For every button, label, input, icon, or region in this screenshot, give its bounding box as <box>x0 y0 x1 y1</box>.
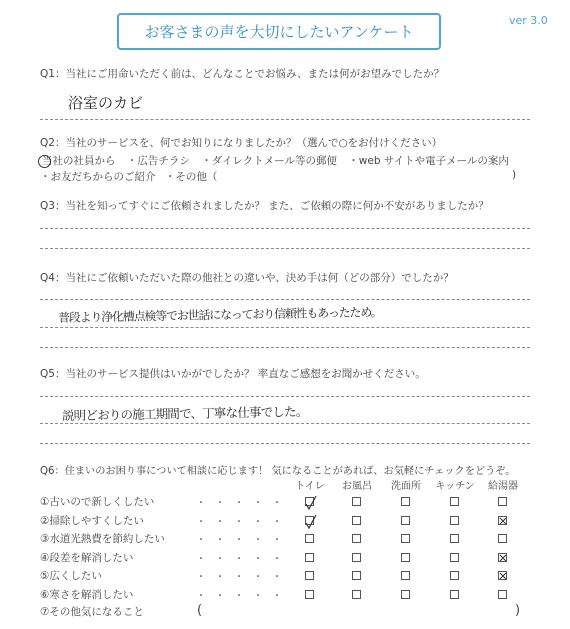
checkbox-washroom[interactable] <box>401 571 410 580</box>
q6-row-label: ⑥寒さを解消したい <box>40 588 134 601</box>
checkbox-water-heater[interactable] <box>498 534 507 543</box>
q2-option-mail[interactable]: ・ダイレクトメール等の郵便 <box>201 155 337 167</box>
q4-line-3 <box>40 347 530 348</box>
q4-line-1 <box>40 299 530 300</box>
q3-line-1 <box>40 228 530 229</box>
column-bath: お風呂 <box>342 481 372 492</box>
check-mark-icon <box>304 514 318 529</box>
selection-circle-icon <box>38 155 51 168</box>
checkbox-bath[interactable] <box>352 590 361 599</box>
q2-question: Q2：当社のサービスを、何でお知りになりましたか？（選んで○をお付けください） <box>40 137 443 149</box>
q6-row-label: ③水道光熱費を節約したい <box>40 533 165 545</box>
q6-row-leader-dots: ・・・・・ <box>196 572 291 583</box>
checkbox-kitchen[interactable] <box>450 497 459 506</box>
checkbox-bath[interactable] <box>352 516 361 525</box>
column-washroom: 洗面所 <box>391 481 421 492</box>
checkbox-water-heater[interactable] <box>498 553 507 562</box>
q1-line <box>40 119 530 120</box>
q5-line-3 <box>40 443 530 444</box>
q2-option-other[interactable]: ・その他（ <box>164 171 218 183</box>
q6-row-leader-dots: ・・・・・ <box>196 535 291 546</box>
q4-answer[interactable]: 普段より浄化槽点検等でお世話になっており信頼性もあったため。 <box>57 305 382 325</box>
q2-option-web[interactable]: ・web サイトや電子メールの案内 <box>348 155 509 167</box>
checkbox-washroom[interactable] <box>401 534 410 543</box>
survey-title-text: お客さまの声を大切にしたいアンケート <box>144 23 414 41</box>
checkbox-water-heater[interactable] <box>498 516 507 525</box>
checkbox-toilet[interactable] <box>305 571 314 580</box>
checkbox-toilet[interactable] <box>305 534 314 543</box>
checkbox-bath[interactable] <box>352 571 361 580</box>
q2-option-friend[interactable]: ・お友だちからのご紹介 <box>40 171 156 183</box>
q5-answer[interactable]: 説明どおりの施工期間で、丁寧な仕事でした。 <box>61 403 308 424</box>
q2-option-staff[interactable]: 当社の社員から <box>40 153 116 168</box>
x-mark-icon <box>499 517 512 530</box>
checkbox-bath[interactable] <box>352 497 361 506</box>
column-water-heater: 給湯器 <box>488 481 518 492</box>
checkbox-toilet[interactable] <box>305 553 314 562</box>
q6-question: Q6：住まいのお困り事について相談に応じます！ 気になることがあれば、お気軽にチェックをどうぞ。 <box>40 466 516 477</box>
q6-row-label: ①古いので新しくしたい <box>40 496 155 508</box>
check-mark-icon <box>304 495 318 510</box>
checkbox-washroom[interactable] <box>401 553 410 562</box>
q5-line-2 <box>40 423 530 424</box>
checkbox-kitchen[interactable] <box>450 590 459 599</box>
checkbox-kitchen[interactable] <box>450 553 459 562</box>
q6-row-leader-dots: ・・・・・ <box>196 553 291 565</box>
q1-answer[interactable]: 浴室のカビ <box>68 94 144 112</box>
q6-other-label: ⑦その他気になること <box>40 606 144 618</box>
q2-options-line1 <box>40 153 509 168</box>
q2-option-flyer[interactable]: ・広告チラシ <box>126 155 190 167</box>
checkbox-bath[interactable] <box>352 534 361 543</box>
column-kitchen: キッチン <box>435 481 475 492</box>
checkbox-kitchen[interactable] <box>450 516 459 525</box>
checkbox-toilet[interactable] <box>305 590 314 599</box>
checkbox-water-heater[interactable] <box>498 571 507 580</box>
version-label: ver 3.0 <box>509 14 548 27</box>
q2-options-line2 <box>40 169 217 184</box>
q6-row-leader-dots: ・・・・・ <box>196 516 291 528</box>
q6-other-open-paren[interactable]: ( <box>197 603 203 618</box>
x-mark-icon <box>499 554 512 567</box>
q6-row-label: ④段差を解消したい <box>40 551 134 564</box>
checkbox-washroom[interactable] <box>401 590 410 599</box>
checkbox-toilet[interactable] <box>305 497 314 506</box>
q2-other-close-paren: ) <box>512 169 517 181</box>
checkbox-toilet[interactable] <box>305 516 314 525</box>
x-mark-icon <box>499 572 512 585</box>
q3-question: Q3：当社を知ってすぐにご依頼されましたか？ また、ご依頼の際に何か不安がありましたか？ <box>40 200 489 212</box>
q6-other-close-paren: ) <box>515 603 521 618</box>
checkbox-water-heater[interactable] <box>498 497 507 506</box>
column-toilet: トイレ <box>295 481 325 492</box>
q1-question: Q1：当社にご用命いただく前は、どんなことでお悩み、または何がお望みでしたか？ <box>40 68 445 80</box>
q6-row-label: ⑤広くしたい <box>40 570 102 582</box>
q4-question: Q4：当社にご依頼いただいた際の他社との違いや、決め手は何（どの部分）でしたか？ <box>40 272 454 284</box>
q5-line-1 <box>40 396 530 397</box>
checkbox-washroom[interactable] <box>401 516 410 525</box>
q6-row-label: ②掃除しやすくしたい <box>40 514 144 527</box>
q5-question: Q5：当社のサービス提供はいかがでしたか？ 率直なご感想をお聞かせください。 <box>40 368 426 380</box>
survey-title <box>117 13 441 50</box>
q3-line-2 <box>40 248 530 249</box>
checkbox-kitchen[interactable] <box>450 534 459 543</box>
checkbox-water-heater[interactable] <box>498 590 507 599</box>
checkbox-washroom[interactable] <box>401 497 410 506</box>
q6-row-leader-dots: ・・・・・ <box>196 590 291 602</box>
checkbox-kitchen[interactable] <box>450 571 459 580</box>
q6-row-leader-dots: ・・・・・ <box>196 498 291 509</box>
q4-line-2 <box>40 327 530 328</box>
checkbox-bath[interactable] <box>352 553 361 562</box>
